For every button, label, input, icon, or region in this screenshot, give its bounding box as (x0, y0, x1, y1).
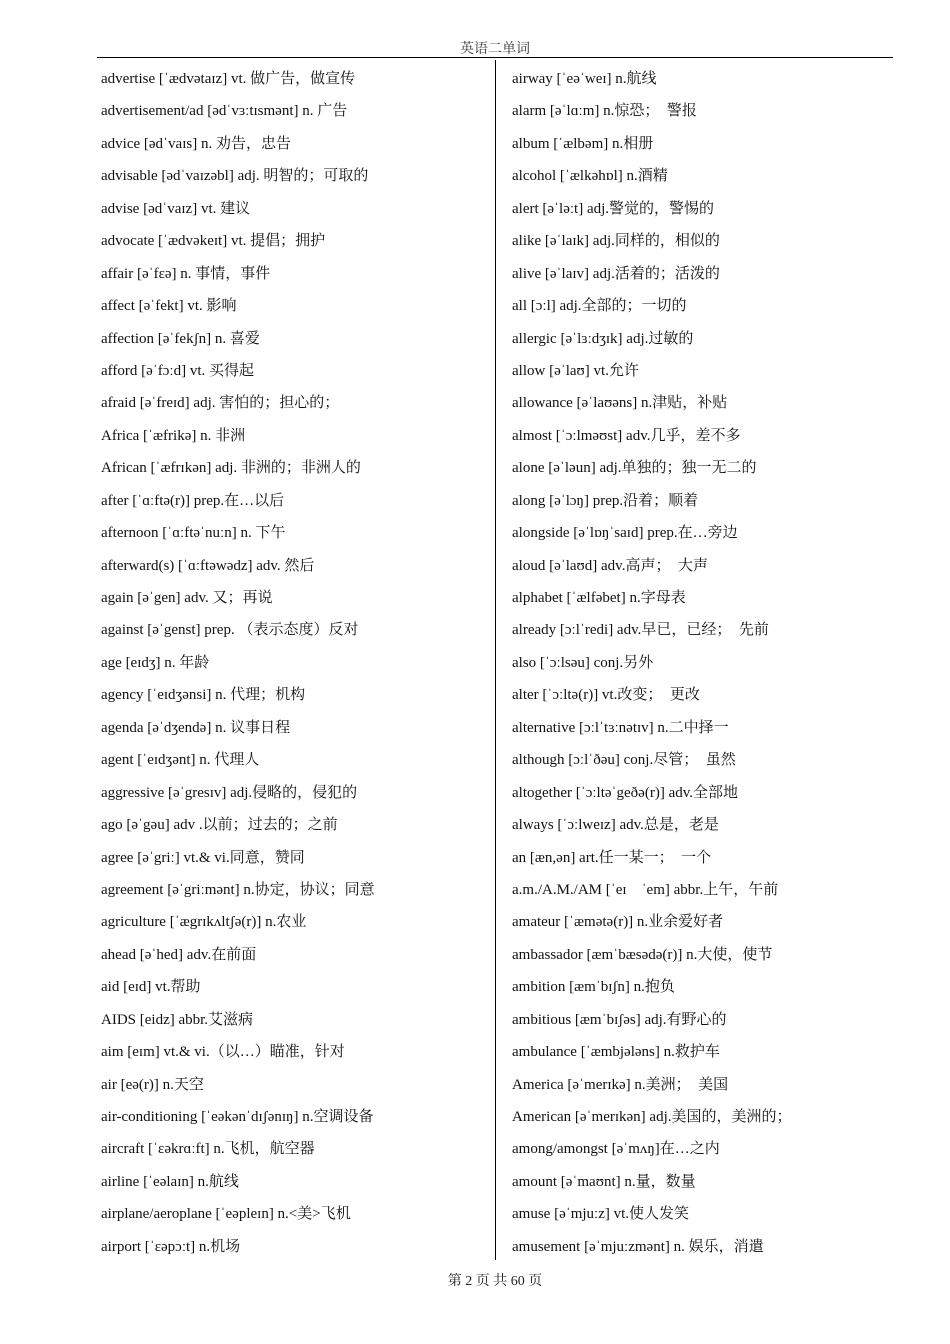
vocab-entry: alcohol [ˈælkəhɒl] n.酒精 (512, 168, 668, 185)
vocab-entry: again [əˈgen] adv. 又；再说 (101, 590, 273, 606)
vocab-entry: ambitious [æmˈbɪʃəs] adj.有野心的 (512, 1011, 727, 1028)
vocab-entry: agree [əˈgriː] vt.& vi.同意，赞同 (101, 849, 305, 866)
header-rule (97, 57, 893, 58)
vocab-entry: allow [əˈlaʊ] vt.允许 (512, 362, 639, 379)
vocab-entry: air-conditioning [ˈeəkənˈdɪʃənɪŋ] n.空调设备 (101, 1109, 374, 1125)
vocab-entry: agenda [əˈdʒendə] n. 议事日程 (101, 719, 291, 736)
vocab-entry: advice [ədˈvaɪs] n. 劝告，忠告 (101, 135, 291, 152)
vocab-entry: alphabet [ˈælfəbet] n.字母表 (512, 590, 686, 606)
vocab-entry: among/amongst [əˈmʌŋ]在…之内 (512, 1141, 720, 1158)
vocab-entry: amateur [ˈæmətə(r)] n.业余爱好者 (512, 914, 724, 931)
vocab-entry: affair [əˈfɛə] n. 事情，事件 (101, 265, 271, 282)
vocab-entry: airplane/aeroplane [ˈeəpleɪn] n.<美>飞机 (101, 1206, 351, 1223)
vocab-entry: alter [ˈɔːltə(r)] vt.改变； 更改 (512, 687, 700, 704)
vocab-entry: airline [ˈeəlaɪn] n.航线 (101, 1173, 239, 1190)
vocab-entry: airway [ˈeəˈweɪ] n.航线 (512, 71, 657, 87)
vocab-entry: America [əˈmerɪkə] n.美洲； 美国 (512, 1076, 729, 1093)
page-footer: 第 2 页 共 60 页 (447, 1274, 543, 1289)
vocab-entry: afternoon [ˈɑːftəˈnuːn] n. 下午 (101, 525, 286, 542)
vocab-entry: ambassador [æmˈbæsədə(r)] n.大使，使节 (512, 946, 773, 963)
vocab-entry: advertisement/ad [ədˈvɜːtɪsmənt] n. 广告 (101, 103, 348, 120)
vocab-entry: a.m./A.M./AM [ˈeɪ ˈem] abbr.上午，午前 (512, 881, 779, 898)
vocab-entry: also [ˈɔːlsəu] conj.另外 (512, 654, 654, 671)
vocab-entry: almost [ˈɔːlməʊst] adv.几乎，差不多 (512, 427, 741, 444)
vocab-entry: allowance [əˈlaʊəns] n.津贴，补贴 (512, 395, 728, 412)
vocab-entry: along [əˈlɔŋ] prep.沿着；顺着 (512, 492, 699, 509)
vocab-entry: Africa [ˈæfrikə] n. 非洲 (101, 427, 246, 444)
vocab-entry: aloud [əˈlaʊd] adv.高声； 大声 (512, 557, 708, 574)
vocab-entry: album [ˈælbəm] n.相册 (512, 135, 654, 152)
vocab-entry: agent [ˈeɪdʒənt] n. 代理人 (101, 752, 260, 769)
vocab-entry: although [ɔːlˈðəu] conj.尽管； 虽然 (512, 752, 736, 769)
vocab-entry: advisable [ədˈvaɪzəbl] adj. 明智的；可取的 (101, 168, 369, 185)
vocab-entry: ahead [əˈhed] adv.在前面 (101, 946, 257, 963)
right-column (512, 64, 892, 1264)
vocab-entry: allergic [əˈlɜːdʒɪk] adj.过敏的 (512, 330, 694, 347)
vocab-entry: already [ɔːlˈredi] adv.早已，已经； 先前 (512, 622, 769, 639)
vocab-entry: alive [əˈlaɪv] adj.活着的；活泼的 (512, 265, 720, 282)
vocab-entry: aim [eɪm] vt.& vi.（以…）瞄准，针对 (101, 1044, 345, 1061)
vocab-entry: air [eə(r)] n.天空 (101, 1076, 204, 1093)
vocab-entry: always [ˈɔːlweɪz] adv.总是，老是 (512, 817, 719, 834)
vocab-entry: amusement [əˈmjuːzmənt] n. 娱乐，消遣 (512, 1238, 764, 1255)
vocab-entry: advocate [ˈædvəkeɪt] vt. 提倡；拥护 (101, 233, 326, 250)
column-divider (495, 60, 496, 1260)
vocab-entry: agreement [əˈgriːmənt] n.协定，协议；同意 (101, 881, 375, 898)
vocab-entry: affection [əˈfekʃn] n. 喜爱 (101, 330, 260, 347)
vocab-entry: alternative [ɔːlˈtɜːnətɪv] n.二中择一 (512, 719, 729, 736)
vocab-entry: amuse [əˈmjuːz] vt.使人发笑 (512, 1206, 690, 1223)
vocab-entry: alongside [əˈlɒŋˈsaɪd] prep.在…旁边 (512, 525, 738, 542)
vocab-entry: aid [eɪd] vt.帮助 (101, 979, 201, 996)
vocab-entry: ambition [æmˈbɪʃn] n.抱负 (512, 979, 675, 996)
vocab-entry: alone [əˈləun] adj.单独的；独一无二的 (512, 460, 757, 477)
vocab-entry: afford [əˈfɔːd] vt. 买得起 (101, 362, 255, 379)
vocab-entry: an [æn,ən] art.任一某一； 一个 (512, 849, 712, 866)
vocab-entry: after [ˈɑːftə(r)] prep.在…以后 (101, 492, 285, 509)
vocab-entry: afterward(s) [ˈɑːftəwədz] adv. 然后 (101, 557, 315, 574)
vocab-entry: affect [əˈfekt] vt. 影响 (101, 298, 237, 315)
vocab-entry: aircraft [ˈɛəkrɑːft] n.飞机，航空器 (101, 1141, 315, 1158)
vocab-entry: all [ɔːl] adj.全部的；一切的 (512, 298, 687, 315)
vocab-entry: amount [əˈmaʊnt] n.量，数量 (512, 1173, 696, 1190)
vocab-entry: age [eɪdʒ] n. 年龄 (101, 654, 210, 671)
vocab-entry: alarm [əˈlɑːm] n.惊恐； 警报 (512, 103, 697, 120)
vocab-entry: aggressive [əˈgresɪv] adj.侵略的，侵犯的 (101, 784, 358, 801)
vocab-entry: advertise [ˈædvətaɪz] vt. 做广告，做宣传 (101, 71, 356, 87)
vocab-entry: advise [ədˈvaɪz] vt. 建议 (101, 200, 251, 217)
vocab-entry: agency [ˈeɪdʒənsi] n. 代理；机构 (101, 687, 306, 704)
vocab-entry: alert [əˈləːt] adj.警觉的，警惕的 (512, 200, 715, 217)
vocab-entry: altogether [ˈɔːltəˈgeðə(r)] adv.全部地 (512, 784, 739, 801)
vocab-entry: alike [əˈlaɪk] adj.同样的，相似的 (512, 233, 720, 250)
vocab-entry: AIDS [eidz] abbr.艾滋病 (101, 1011, 254, 1028)
vocab-entry: airport [ˈɛəpɔːt] n.机场 (101, 1238, 241, 1255)
vocab-entry: ambulance [ˈæmbjələns] n.救护车 (512, 1044, 720, 1061)
page-header-title: 英语二单词 (460, 42, 530, 57)
vocab-entry: agriculture [ˈægrɪkʌltʃə(r)] n.农业 (101, 914, 307, 931)
vocab-entry: against [əˈgenst] prep. （表示态度）反对 (101, 622, 359, 639)
vocab-entry: ago [əˈgəu] adv .以前；过去的；之前 (101, 817, 338, 834)
vocab-entry: American [əˈmerɪkən] adj.美国的，美洲的； (512, 1109, 792, 1125)
vocab-entry: afraid [əˈfreɪd] adj. 害怕的；担心的； (101, 395, 340, 412)
left-column (101, 64, 491, 1264)
vocab-entry: African [ˈæfrɪkən] adj. 非洲的；非洲人的 (101, 460, 361, 477)
